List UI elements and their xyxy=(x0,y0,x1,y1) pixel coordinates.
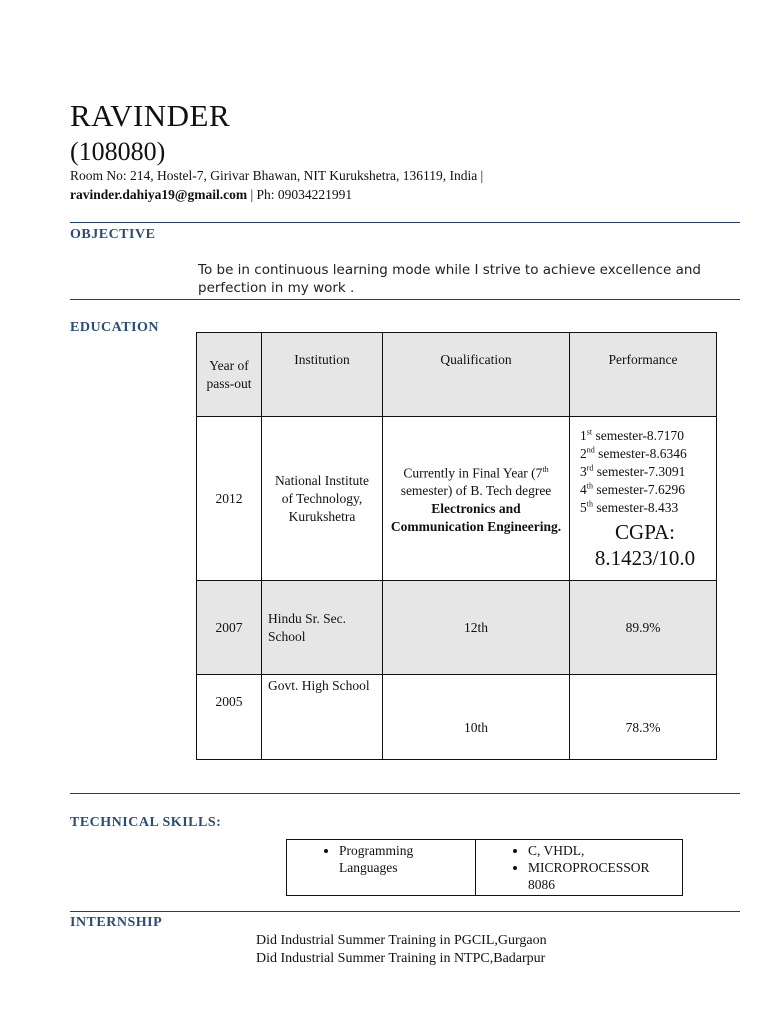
contact-line xyxy=(70,186,352,204)
qualification-cell: Currently in Final Year (7th semester) of B. Tech degree Electronics and Communication Engineering. xyxy=(383,417,570,581)
email-address: ravinder.dahiya19@gmail.com xyxy=(70,187,248,202)
year-cell: 2005 xyxy=(197,675,262,760)
table-row xyxy=(197,417,717,581)
section-divider xyxy=(70,793,740,794)
technical-skills-heading: TECHNICAL SKILLS: xyxy=(70,815,222,830)
education-table xyxy=(196,332,717,760)
skills-table xyxy=(286,839,683,896)
phone-number: | Ph: 09034221991 xyxy=(247,187,353,202)
skill-items-cell xyxy=(476,840,683,896)
address-line: Room No: 214, Hostel-7, Girivar Bhawan, NIT Kurukshetra, 136119, India | xyxy=(70,168,484,183)
table-row xyxy=(287,840,683,896)
performance-cell xyxy=(570,417,717,581)
semester-line: 5th semester-8.433 xyxy=(580,499,679,515)
qualification-cell: 12th xyxy=(383,581,570,675)
semester-line: 1st semester-8.7170 xyxy=(580,427,685,443)
objective-heading: OBJECTIVE xyxy=(70,227,156,242)
performance-cell: 89.9% xyxy=(570,581,717,675)
internship-heading: INTERNSHIP xyxy=(70,915,163,930)
skill-category: • Programming Languages xyxy=(339,842,471,876)
skill-category-cell xyxy=(287,840,476,896)
institution-cell: Hindu Sr. Sec. School xyxy=(262,581,383,675)
semester-line: 4th semester-7.6296 xyxy=(580,481,685,497)
header-institution: Institution xyxy=(262,333,383,417)
internship-line: Did Industrial Summer Training in NTPC,Badarpur xyxy=(256,951,546,966)
qualification-cell: 10th xyxy=(383,675,570,760)
institution-cell: National Institute of Technology, Kurukshetra xyxy=(262,417,383,581)
header-qualification: Qualification xyxy=(383,333,570,417)
year-cell: 2007 xyxy=(197,581,262,675)
candidate-name: RAVINDER xyxy=(70,98,231,133)
table-row xyxy=(197,675,717,760)
objective-text: To be in continuous learning mode while I strive to achieve excellence and perfection in my work . xyxy=(198,262,701,296)
section-divider xyxy=(70,299,740,300)
table-row xyxy=(197,581,717,675)
year-cell: 2012 xyxy=(197,417,262,581)
section-divider xyxy=(70,911,740,912)
institution-cell: Govt. High School xyxy=(262,675,383,760)
roll-number: (108080) xyxy=(70,137,166,166)
education-heading: EDUCATION xyxy=(70,320,160,335)
performance-cell: 78.3% xyxy=(570,675,717,760)
semester-line: 3rd semester-7.3091 xyxy=(580,463,686,479)
header-performance: Performance xyxy=(570,333,717,417)
semester-line: 2nd semester-8.6346 xyxy=(580,445,687,461)
header-year: Year of pass-out xyxy=(197,333,262,417)
internship-line: Did Industrial Summer Training in PGCIL,Gurgaon xyxy=(256,933,547,948)
skill-item: • C, VHDL, xyxy=(528,842,678,859)
skill-item: • MICROPROCESSOR 8086 xyxy=(528,859,678,893)
section-divider xyxy=(70,222,740,223)
table-header-row xyxy=(197,333,717,417)
cgpa-value: CGPA: 8.1423/10.0 xyxy=(594,519,696,570)
